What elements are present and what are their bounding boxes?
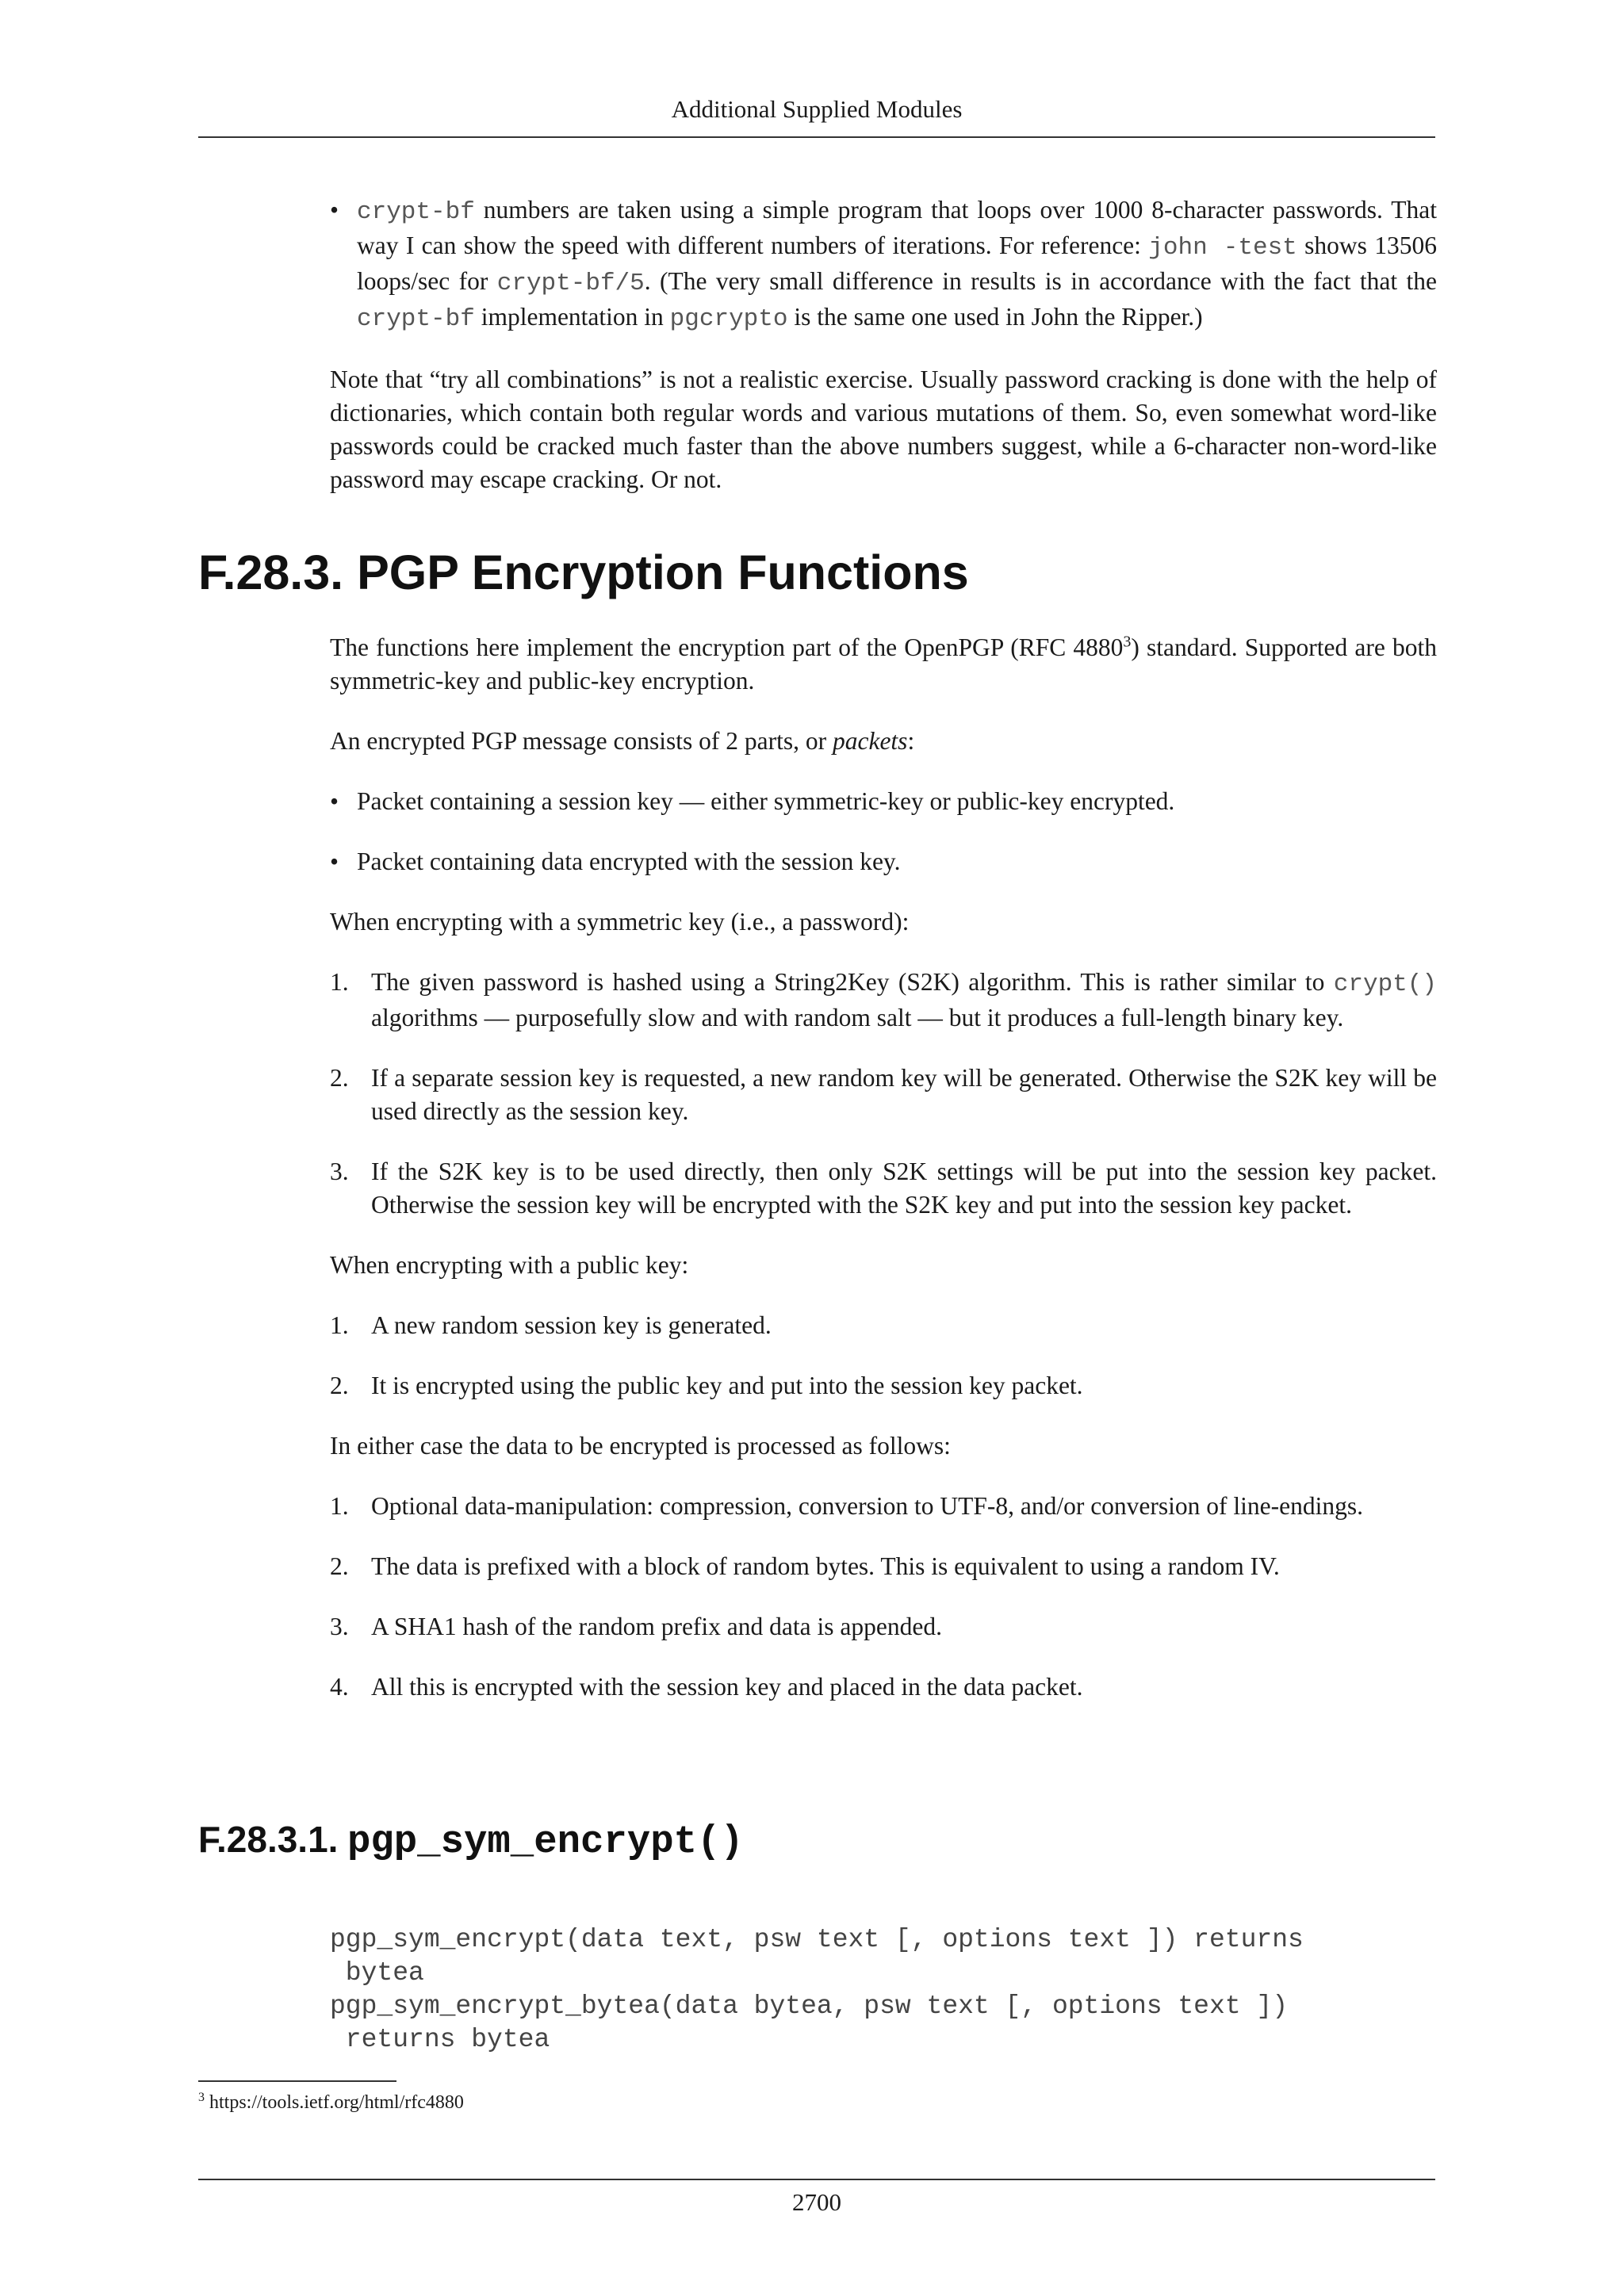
section-body: [330, 631, 1437, 1704]
text-run: . (The very small difference in results is in accordance with the fact that the: [644, 267, 1438, 295]
data-step: [330, 1490, 1437, 1523]
openpgp-paragraph: [330, 631, 1437, 698]
step-text: All this is encrypted with the session key and placed in the data packet.: [371, 1673, 1083, 1701]
text-run: The given password is hashed using a String2Key (S2K) algorithm. This is rather similar to: [371, 968, 1334, 996]
item-text: Packet containing data encrypted with the session key.: [357, 848, 901, 875]
inline-code: crypt(): [1333, 970, 1437, 998]
footer-rule: [198, 2179, 1435, 2180]
emphasis: packets: [832, 727, 908, 755]
step-text: The data is prefixed with a block of random bytes. This is equivalent to using a random IV.: [371, 1552, 1280, 1580]
function-name: pgp_sym_encrypt(): [347, 1820, 744, 1864]
crypt-bf-bullet: [330, 193, 1437, 336]
text-run: numbers are taken using a simple program that loops over 1000 8-character passwords. That way I can show the speed with different numbers of iterations. For reference:: [357, 196, 1437, 259]
text-run: implementation in: [474, 303, 670, 331]
step-number: 3.: [330, 1613, 349, 1640]
step-text: A SHA1 hash of the random prefix and data is appended.: [371, 1613, 942, 1640]
packet-item: [330, 785, 1437, 818]
public-intro: When encrypting with a public key:: [330, 1251, 689, 1279]
intro-block: [330, 193, 1437, 496]
step-number: 2.: [330, 1552, 349, 1580]
bullet-marker: •: [330, 196, 339, 224]
inline-code: crypt-bf/5: [496, 270, 645, 297]
bullet-marker: •: [330, 848, 339, 875]
step-number: 1.: [330, 968, 349, 996]
inline-code: crypt-bf: [357, 305, 475, 333]
public-step: [330, 1309, 1437, 1342]
packets-paragraph: [330, 725, 1437, 758]
step-text: If the S2K key is to be used directly, then only S2K settings will be put into the session key packet. Otherwise the session key will be encrypted with the S2K key and put into the session key packet.: [371, 1158, 1437, 1219]
footnote-ref[interactable]: 3: [1123, 633, 1132, 651]
inline-code: john -test: [1148, 234, 1297, 262]
step-text: A new random session key is generated.: [371, 1311, 772, 1339]
public-step: [330, 1369, 1437, 1402]
text-run: is the same one used in John the Ripper.): [787, 303, 1203, 331]
inline-code: pgcrypto: [669, 305, 788, 333]
packet-item: [330, 845, 1437, 878]
data-step: [330, 1550, 1437, 1583]
data-step: [330, 1670, 1437, 1704]
subsection-number: F.28.3.1.: [198, 1819, 339, 1860]
symmetric-intro: When encrypting with a symmetric key (i.e., a password):: [330, 908, 910, 936]
page-number: 2700: [792, 2188, 841, 2216]
step-number: 2.: [330, 1064, 349, 1092]
bullet-marker: •: [330, 787, 339, 815]
step-text: If a separate session key is requested, a new random key will be generated. Otherwise the S2K key will be used directly as the session key.: [371, 1064, 1437, 1125]
step-number: 3.: [330, 1158, 349, 1185]
footnote-rule: [198, 2080, 396, 2082]
section-heading: F.28.3. PGP Encryption Functions: [198, 545, 969, 599]
text-run: :: [907, 727, 915, 755]
step-number: 4.: [330, 1673, 349, 1701]
inline-code: crypt-bf: [357, 198, 475, 226]
text-run: ) standard. Supported are both symmetric-key and public-key encryption.: [330, 633, 1437, 695]
item-text: Packet containing a session key — either symmetric-key or public-key encrypted.: [357, 787, 1175, 815]
text-run: algorithms — purposefully slow and with random salt — but it produces a full-length binary key.: [371, 1004, 1344, 1031]
symmetric-step: [330, 1062, 1437, 1128]
footnote-link[interactable]: https://tools.ietf.org/html/rfc4880: [205, 2092, 464, 2113]
step-number: 2.: [330, 1372, 349, 1399]
step-number: 1.: [330, 1311, 349, 1339]
function-synopsis: pgp_sym_encrypt(data text, psw text [, options text ]) returns bytea pgp_sym_encrypt_bytea(data bytea, psw text [, options text ]) returns bytea: [330, 1925, 1304, 2054]
text-run: The functions here implement the encryption part of the OpenPGP (RFC 4880: [330, 633, 1124, 661]
subsection-heading: [198, 1816, 744, 1866]
running-header: Additional Supplied Modules: [671, 95, 963, 123]
footnote: [198, 2090, 464, 2115]
footnote-mark: 3: [198, 2091, 205, 2104]
data-step: [330, 1610, 1437, 1644]
header-rule: [198, 136, 1435, 138]
data-intro: In either case the data to be encrypted is processed as follows:: [330, 1432, 951, 1460]
cracking-note: Note that “try all combinations” is not a realistic exercise. Usually password cracking is done with the help of dictionaries, which contain both regular words and various mutations of them. So, even somewhat word-like passwords could be cracked much faster than the above numbers suggest, while a 6-character non-word-like password may escape cracking. Or not.: [330, 365, 1437, 493]
step-number: 1.: [330, 1492, 349, 1520]
text-run: An encrypted PGP message consists of 2 parts, or: [330, 727, 833, 755]
text-run: shows 13506 loops/sec for: [357, 232, 1438, 295]
step-text: Optional data-manipulation: compression, conversion to UTF-8, and/or conversion of line-endings.: [371, 1492, 1363, 1520]
symmetric-step: [330, 966, 1437, 1035]
step-text: It is encrypted using the public key and put into the session key packet.: [371, 1372, 1083, 1399]
symmetric-step: [330, 1155, 1437, 1222]
